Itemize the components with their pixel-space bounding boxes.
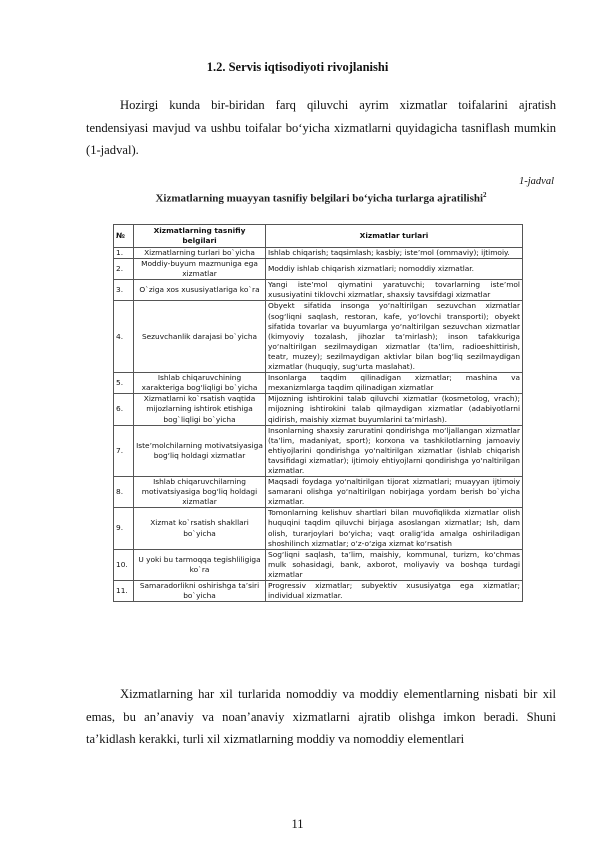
row-category: O`ziga xos xususiyatlariga ko`ra (134, 280, 266, 301)
row-number: 1. (114, 248, 134, 259)
closing-paragraph (86, 683, 556, 751)
row-number: 11. (114, 581, 134, 602)
table-row (114, 248, 523, 259)
page-number: 11 (291, 817, 304, 831)
table-row (114, 425, 523, 476)
table-row (114, 301, 523, 373)
row-number: 10. (114, 549, 134, 580)
row-number: 4. (114, 301, 134, 373)
row-types: Tomonlarning kelishuv shartlari bilan muvofiqlikda xizmatlar olish huquqini taqdim qiluvchi birjaga asoslangan xizmatlar; Ish, dam olish, turarjoylari bo‘yicha; vaqt oralig‘ida amalga oshiriladigan shoshilinch xizmatlar; o‘z-o‘ziga xizmat ko‘rsatish (266, 508, 523, 549)
row-number: 3. (114, 280, 134, 301)
table-row (114, 373, 523, 394)
row-types: Obyekt sifatida insonga yo‘naltirilgan sezuvchan xizmatlar (sog‘liqni saqlash, restoran, kafe, yo‘lovchi transporti); obyekt sifatida tovarlar va buyumlarga yo‘naltirilgan sezuvchan xizmatlar (kimyoviy tozalash, jihozlar ta’mirlash); inson tafakkuriga yo‘naltirilgan sezilmaydigan xizmatlar (ta’lim, radioeshittirish, teatr, muzey); sezilmaydigan aktivlar bilan bog‘liq sezilmaydigan xizmatlar (huquqiy, sug‘urta maslahat). (266, 301, 523, 373)
row-number: 8. (114, 477, 134, 508)
row-category: Xizmat ko`rsatish shakllari bo`yicha (134, 508, 266, 549)
closing-paragraph-text: Xizmatlarning har xil turlarida nomoddiy va moddiy elementlarning nisbati bir xil emas, bu an’anaviy va noan’anaviy xizmatlarni ajratib olishga imkon beradi. Shuni ta’kidlash kerakki, turli xil xizmatlarning moddiy va nomoddiy elementlari (86, 687, 556, 746)
table-title-text: Xizmatlarning muayyan tasnifiy belgilari bo‘yicha turlarga ajratilishi (155, 192, 484, 205)
row-category: Ishlab chiqaruvchilarning motivatsiyasiga bog‘liq holdagi xizmatlar (134, 477, 266, 508)
table-title (86, 188, 556, 206)
row-category: Moddiy-buyum mazmuniga ega xizmatlar (134, 259, 266, 280)
table-header-row (114, 225, 523, 248)
row-number: 2. (114, 259, 134, 280)
row-types: Yangi iste’mol qiymatini yaratuvchi; tovarlarning iste’mol xususiyatini tiklovchi xizmatlar, shaxsiy tavsifdagi xizmatlar (266, 280, 523, 301)
classification-table (113, 224, 523, 602)
row-category: Xizmatlarning turlari bo`yicha (134, 248, 266, 259)
row-types: Ishlab chiqarish; taqsimlash; kasbiy; iste’mol (ommaviy); ijtimoiy. (266, 248, 523, 259)
table-body (114, 248, 523, 602)
row-category: U yoki bu tarmoqqa tegishliligiga ko`ra (134, 549, 266, 580)
row-category: Iste’molchilarning motivatsiyasiga bog‘liq holdagi xizmatlar (134, 425, 266, 476)
row-types: Mijozning ishtirokini talab qiluvchi xizmatlar (kosmetolog, vrach); mijozning ishtirokini talab qilmaydigan xizmatlar (adabiyotlarni qidirish, maishiy xizmat buyumlarini ta’mirlash). (266, 394, 523, 425)
row-types: Moddiy ishlab chiqarish xizmatlari; nomoddiy xizmatlar. (266, 259, 523, 280)
intro-paragraph-text: Hozirgi kunda bir-biridan farq qiluvchi ayrim xizmatlar toifalarini ajratish tendensiyasi mavjud va ushbu toifalar bo‘yicha xizmatlarni quyidagicha tasniflash mumkin (1-jadval). (86, 98, 556, 157)
row-types: Insonlarning shaxsiy zaruratini qondirishga mo‘ljallangan xizmatlar (ta’lim, madaniyat, sport); korxona va tashkilotlarning jamoaviy ehtiyojlarini qondirishga yo‘naltirilgan xizmatlar (ishlab chiqarish tavsifidagi xizmatlar); ijtimoiy ehtiyojlarni qondirishga yo‘naltirilgan xizmatlar. (266, 425, 523, 476)
row-number: 9. (114, 508, 134, 549)
section-title: 1.2. Servis iqtisodiyoti rivojlanishi (206, 60, 389, 74)
header-types: Xizmatlar turlari (266, 225, 523, 248)
row-number: 6. (114, 394, 134, 425)
table-row (114, 549, 523, 580)
row-number: 5. (114, 373, 134, 394)
row-category: Xizmatlarni ko`rsatish vaqtida mijozlarning ishtirok etishiga bog`liqligi bo`yicha (134, 394, 266, 425)
header-category: Xizmatlarning tasnifiy belgilari (134, 225, 266, 248)
table-caption (86, 176, 556, 206)
row-number: 7. (114, 425, 134, 476)
row-types: Maqsadi foydaga yo‘naltirilgan tijorat xizmatlari; muayyan ijtimoiy samarani olishga yo‘naltirilgan nobirjaga yordam berish bo`yicha xizmatlar. (266, 477, 523, 508)
footnote-mark: 2 (483, 191, 487, 199)
table-row (114, 508, 523, 549)
row-category: Ishlab chiqaruvchining xarakteriga bog‘liqligi bo`yicha (134, 373, 266, 394)
table-row (114, 581, 523, 602)
table-row (114, 259, 523, 280)
row-types: Insonlarga taqdim qilinadigan xizmatlar; mashina va mexanizmlarga taqdim qilinadigan xizmatlar (266, 373, 523, 394)
table-row (114, 280, 523, 301)
row-category: Sezuvchanlik darajasi bo`yicha (134, 301, 266, 373)
row-category: Samaradorlikni oshirishga ta’siri bo`yicha (134, 581, 266, 602)
intro-paragraph (86, 94, 556, 162)
row-types: Sog‘liqni saqlash, ta’lim, maishiy, kommunal, turizm, ko‘chmas mulk sohasidagi, bank, axborot, moliyaviy va boshqa turdagi xizmatlar (266, 549, 523, 580)
table-row (114, 477, 523, 508)
table-number: 1-jadval (519, 176, 554, 187)
row-types: Progressiv xizmatlar; subyektiv xususiyatga ega xizmatlar; individual xizmatlar. (266, 581, 523, 602)
header-number: № (114, 225, 134, 248)
table-row (114, 394, 523, 425)
